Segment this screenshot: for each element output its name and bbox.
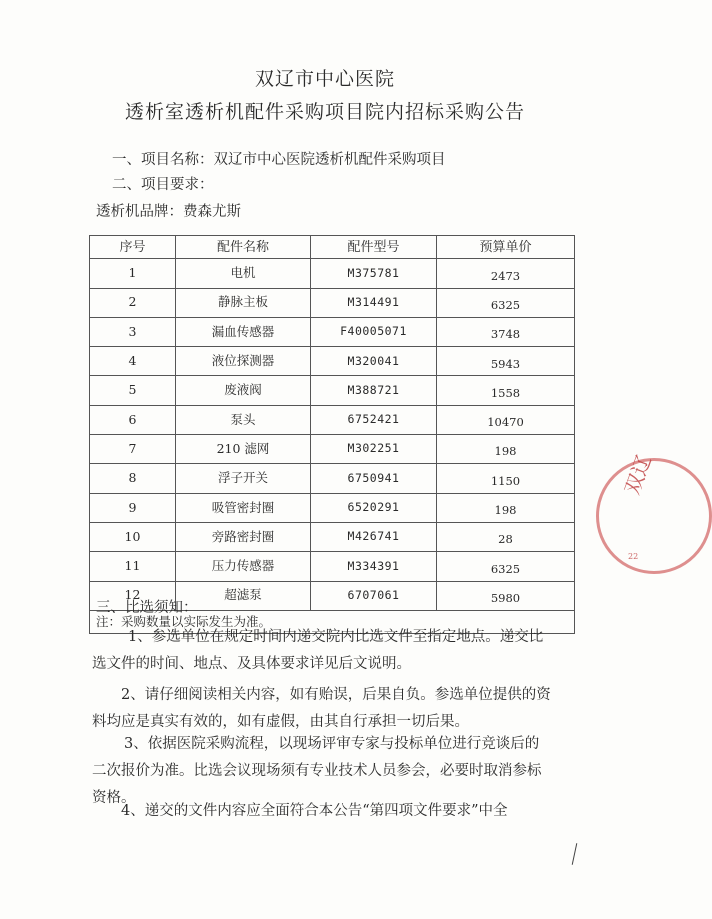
row-no: 3 (90, 317, 176, 346)
official-seal (596, 458, 712, 574)
row-part-model: M334391 (311, 552, 437, 581)
row-part-name: 电机 (176, 259, 311, 288)
row-no: 4 (90, 347, 176, 376)
notice-paragraph-1: 1、参选单位在规定时间内递交院内比选文件至指定地点。递交比选文件的时间、地点、及具体要求详见后文说明。 (92, 629, 544, 672)
notice-paragraph-3: 3、依据医院采购流程，以现场评审专家与投标单位进行竞谈后的二次报价为准。比选会议现场须有专业技术人员参会，必要时取消参标资格。 (92, 736, 542, 806)
table-row (90, 317, 575, 346)
row-part-model: M375781 (311, 259, 437, 288)
header-part-model: 配件型号 (311, 236, 437, 259)
row-part-name: 浮子开关 (176, 464, 311, 493)
row-part-name: 压力传感器 (176, 552, 311, 581)
row-budget-price: 5943 (437, 347, 575, 376)
brand-line: 透析机品牌：费森尤斯 (96, 204, 241, 220)
notice-paragraph-2: 2、请仔细阅读相关内容，如有贻误，后果自负。参选单位提供的资料均应是真实有效的，如有虚假，由其自行承担一切后果。 (92, 687, 551, 730)
table-row (90, 522, 575, 551)
row-budget-price: 2473 (437, 259, 575, 288)
row-part-name: 漏血传感器 (176, 317, 311, 346)
table-row (90, 493, 575, 522)
row-no: 5 (90, 376, 176, 405)
row-part-name: 泵头 (176, 405, 311, 434)
row-part-model: 6750941 (311, 464, 437, 493)
table-row (90, 464, 575, 493)
seal-text: 双辽 (619, 451, 656, 498)
header-budget-price: 预算单价 (437, 236, 575, 259)
row-no: 9 (90, 493, 176, 522)
row-budget-price: 28 (437, 522, 575, 551)
row-part-model: M314491 (311, 288, 437, 317)
header-part-name: 配件名称 (176, 236, 311, 259)
row-no: 10 (90, 522, 176, 551)
project-name-line: 一、项目名称：双辽市中心医院透析机配件采购项目 (112, 152, 446, 168)
row-budget-price: 1150 (437, 464, 575, 493)
parts-table (89, 235, 575, 634)
selection-notice-heading: 三、比选须知： (96, 600, 198, 616)
table-row (90, 288, 575, 317)
row-part-model: M426741 (311, 522, 437, 551)
table-row (90, 259, 575, 288)
row-part-name: 液位探测器 (176, 347, 311, 376)
row-no: 6 (90, 405, 176, 434)
row-budget-price: 198 (437, 435, 575, 464)
row-part-model: 6520291 (311, 493, 437, 522)
row-part-name: 吸管密封圈 (176, 493, 311, 522)
row-part-name: 超滤泵 (176, 581, 311, 610)
row-no: 1 (90, 259, 176, 288)
row-budget-price: 5980 (437, 581, 575, 610)
table-row (90, 405, 575, 434)
row-no: 7 (90, 435, 176, 464)
row-part-model: 6752421 (311, 405, 437, 434)
row-part-model: F40005071 (311, 317, 437, 346)
table-row (90, 435, 575, 464)
project-requirements-heading: 二、项目要求： (112, 177, 214, 193)
document-subtitle: 透析室透析机配件采购项目院内招标采购公告 (124, 101, 525, 123)
table-row (90, 347, 575, 376)
row-budget-price: 198 (437, 493, 575, 522)
table-header-row (90, 236, 575, 259)
row-budget-price: 3748 (437, 317, 575, 346)
row-part-model: M320041 (311, 347, 437, 376)
row-part-name: 废液阀 (176, 376, 311, 405)
table-row (90, 552, 575, 581)
row-no: 2 (90, 288, 176, 317)
row-budget-price: 1558 (437, 376, 575, 405)
row-part-name: 静脉主板 (176, 288, 311, 317)
row-budget-price: 10470 (437, 405, 575, 434)
table-row (90, 376, 575, 405)
table-note: 注：采购数量以实际发生为准。 (90, 610, 575, 633)
row-part-name: 210 滤网 (176, 435, 311, 464)
row-part-model: M302251 (311, 435, 437, 464)
row-no: 11 (90, 552, 176, 581)
row-part-model: 6707061 (311, 581, 437, 610)
row-part-name: 旁路密封圈 (176, 522, 311, 551)
row-no: 8 (90, 464, 176, 493)
row-budget-price: 6325 (437, 552, 575, 581)
row-budget-price: 6325 (437, 288, 575, 317)
pen-mark (572, 843, 578, 865)
document-title: 双辽市中心医院 (254, 68, 395, 90)
header-no: 序号 (90, 236, 176, 259)
seal-number: 22 (628, 552, 639, 561)
notice-paragraph-4: 4、递交的文件内容应全面符合本公告“第四项文件要求”中全 (121, 803, 508, 819)
row-no: 12 (90, 581, 176, 610)
row-part-model: M388721 (311, 376, 437, 405)
